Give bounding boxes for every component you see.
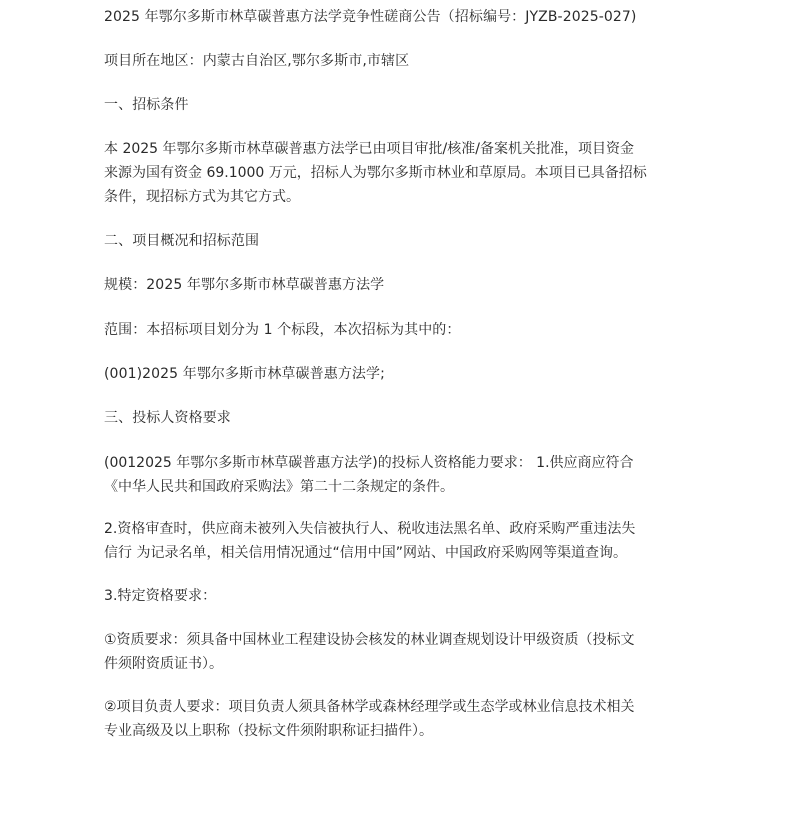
paragraph-line: 本 2025 年鄂尔多斯市林草碳普惠方法学已由项目审批/核准/备案机关批准，项目资金: [104, 141, 634, 157]
paragraph-line: 《中华人民共和国政府采购法》第二十二条规定的条件。: [104, 479, 454, 495]
paragraph-line: ①资质要求：须具备中国林业工程建设协会核发的林业调查规划设计甲级资质（投标文: [104, 632, 635, 648]
paragraph-line: ②项目负责人要求：项目负责人须具备林学或森林经理学或生态学或林业信息技术相关: [104, 699, 635, 715]
section-heading-bidder-qualifications: 三、投标人资格要求: [104, 410, 231, 426]
section-heading-bidding-conditions: 一、招标条件: [104, 97, 189, 113]
paragraph-line: 2.资格审查时，供应商未被列入失信被执行人、税收违法黑名单、政府采购严重违法失: [104, 521, 636, 537]
paragraph-line: 专业高级及以上职称（投标文件须附职称证扫描件）。: [104, 723, 433, 739]
project-location: 项目所在地区：内蒙古自治区,鄂尔多斯市,市辖区: [104, 53, 410, 69]
specific-qualification-heading: 3.特定资格要求：: [104, 588, 217, 604]
paragraph-line: (0012025 年鄂尔多斯市林草碳普惠方法学)的投标人资格能力要求： 1.供应商应符合: [104, 455, 634, 471]
section-heading-project-overview: 二、项目概况和招标范围: [104, 233, 260, 249]
project-lot: (001)2025 年鄂尔多斯市林草碳普惠方法学;: [104, 366, 385, 382]
paragraph-line: 条件，现招标方式为其它方式。: [104, 189, 300, 205]
qualification-requirement-2: [104, 517, 694, 565]
qualification-requirement-3b: [104, 695, 694, 743]
bidding-conditions-paragraph: [104, 137, 694, 209]
project-scale: 规模：2025 年鄂尔多斯市林草碳普惠方法学: [104, 277, 385, 293]
project-scope: 范围：本招标项目划分为 1 个标段，本次招标为其中的：: [104, 322, 461, 338]
qualification-requirement-1: [104, 451, 694, 499]
paragraph-line: 信行 为记录名单，相关信用情况通过“信用中国”网站、中国政府采购网等渠道查询。: [104, 545, 627, 561]
paragraph-line: 件须附资质证书）。: [104, 656, 223, 672]
qualification-requirement-3a: [104, 628, 694, 676]
document-title: 2025 年鄂尔多斯市林草碳普惠方法学竞争性磋商公告（招标编号：JYZB-2025-027): [104, 9, 637, 25]
paragraph-line: 来源为国有资金 69.1000 万元，招标人为鄂尔多斯市林业和草原局。本项目已具备招标: [104, 165, 647, 181]
